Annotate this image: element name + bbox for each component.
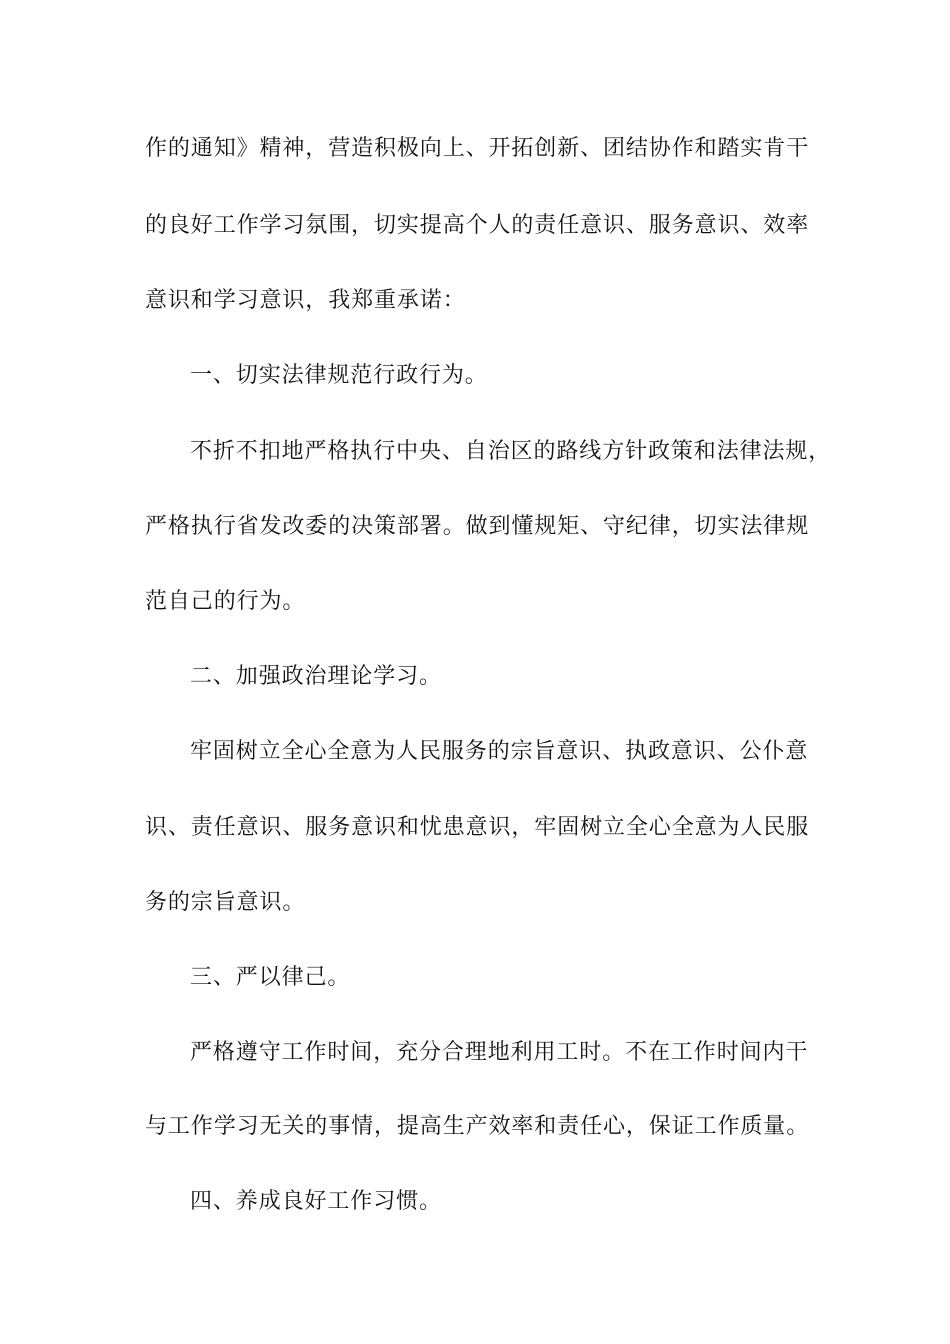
section-heading: 一、切实法律规范行政行为。 xyxy=(190,363,488,388)
section-heading: 二、加强政治理论学习。 xyxy=(190,664,442,689)
section-heading: 四、养成良好工作习惯。 xyxy=(190,1189,442,1214)
paragraph-line: 务的宗旨意识。 xyxy=(145,890,306,915)
paragraph-line: 作的通知》精神，营造积极向上、开拓创新、团结协作和踏实肯干 xyxy=(145,136,810,161)
paragraph-line: 严格执行省发改委的决策部署。做到懂规矩、守纪律，切实法律规 xyxy=(145,514,810,539)
paragraph-line: 意识和学习意识，我郑重承诺： xyxy=(145,288,466,313)
paragraph-line: 识、责任意识、服务意识和忧患意识，牢固树立全心全意为人民服 xyxy=(145,815,810,840)
paragraph-line: 严格遵守工作时间，充分合理地利用工时。不在工作时间内干 xyxy=(190,1040,809,1065)
paragraph-line: 与工作学习无关的事情，提高生产效率和责任心，保证工作质量。 xyxy=(145,1114,810,1139)
paragraph-line: 的良好工作学习氛围，切实提高个人的责任意识、服务意识、效率 xyxy=(145,213,810,238)
section-heading: 三、严以律己。 xyxy=(190,965,351,990)
paragraph-line: 牢固树立全心全意为人民服务的宗旨意识、执政意识、公仆意 xyxy=(190,739,809,764)
paragraph-line: 不折不扣地严格执行中央、自治区的路线方针政策和法律法规， xyxy=(190,439,832,464)
paragraph-line: 范自己的行为。 xyxy=(145,589,306,614)
